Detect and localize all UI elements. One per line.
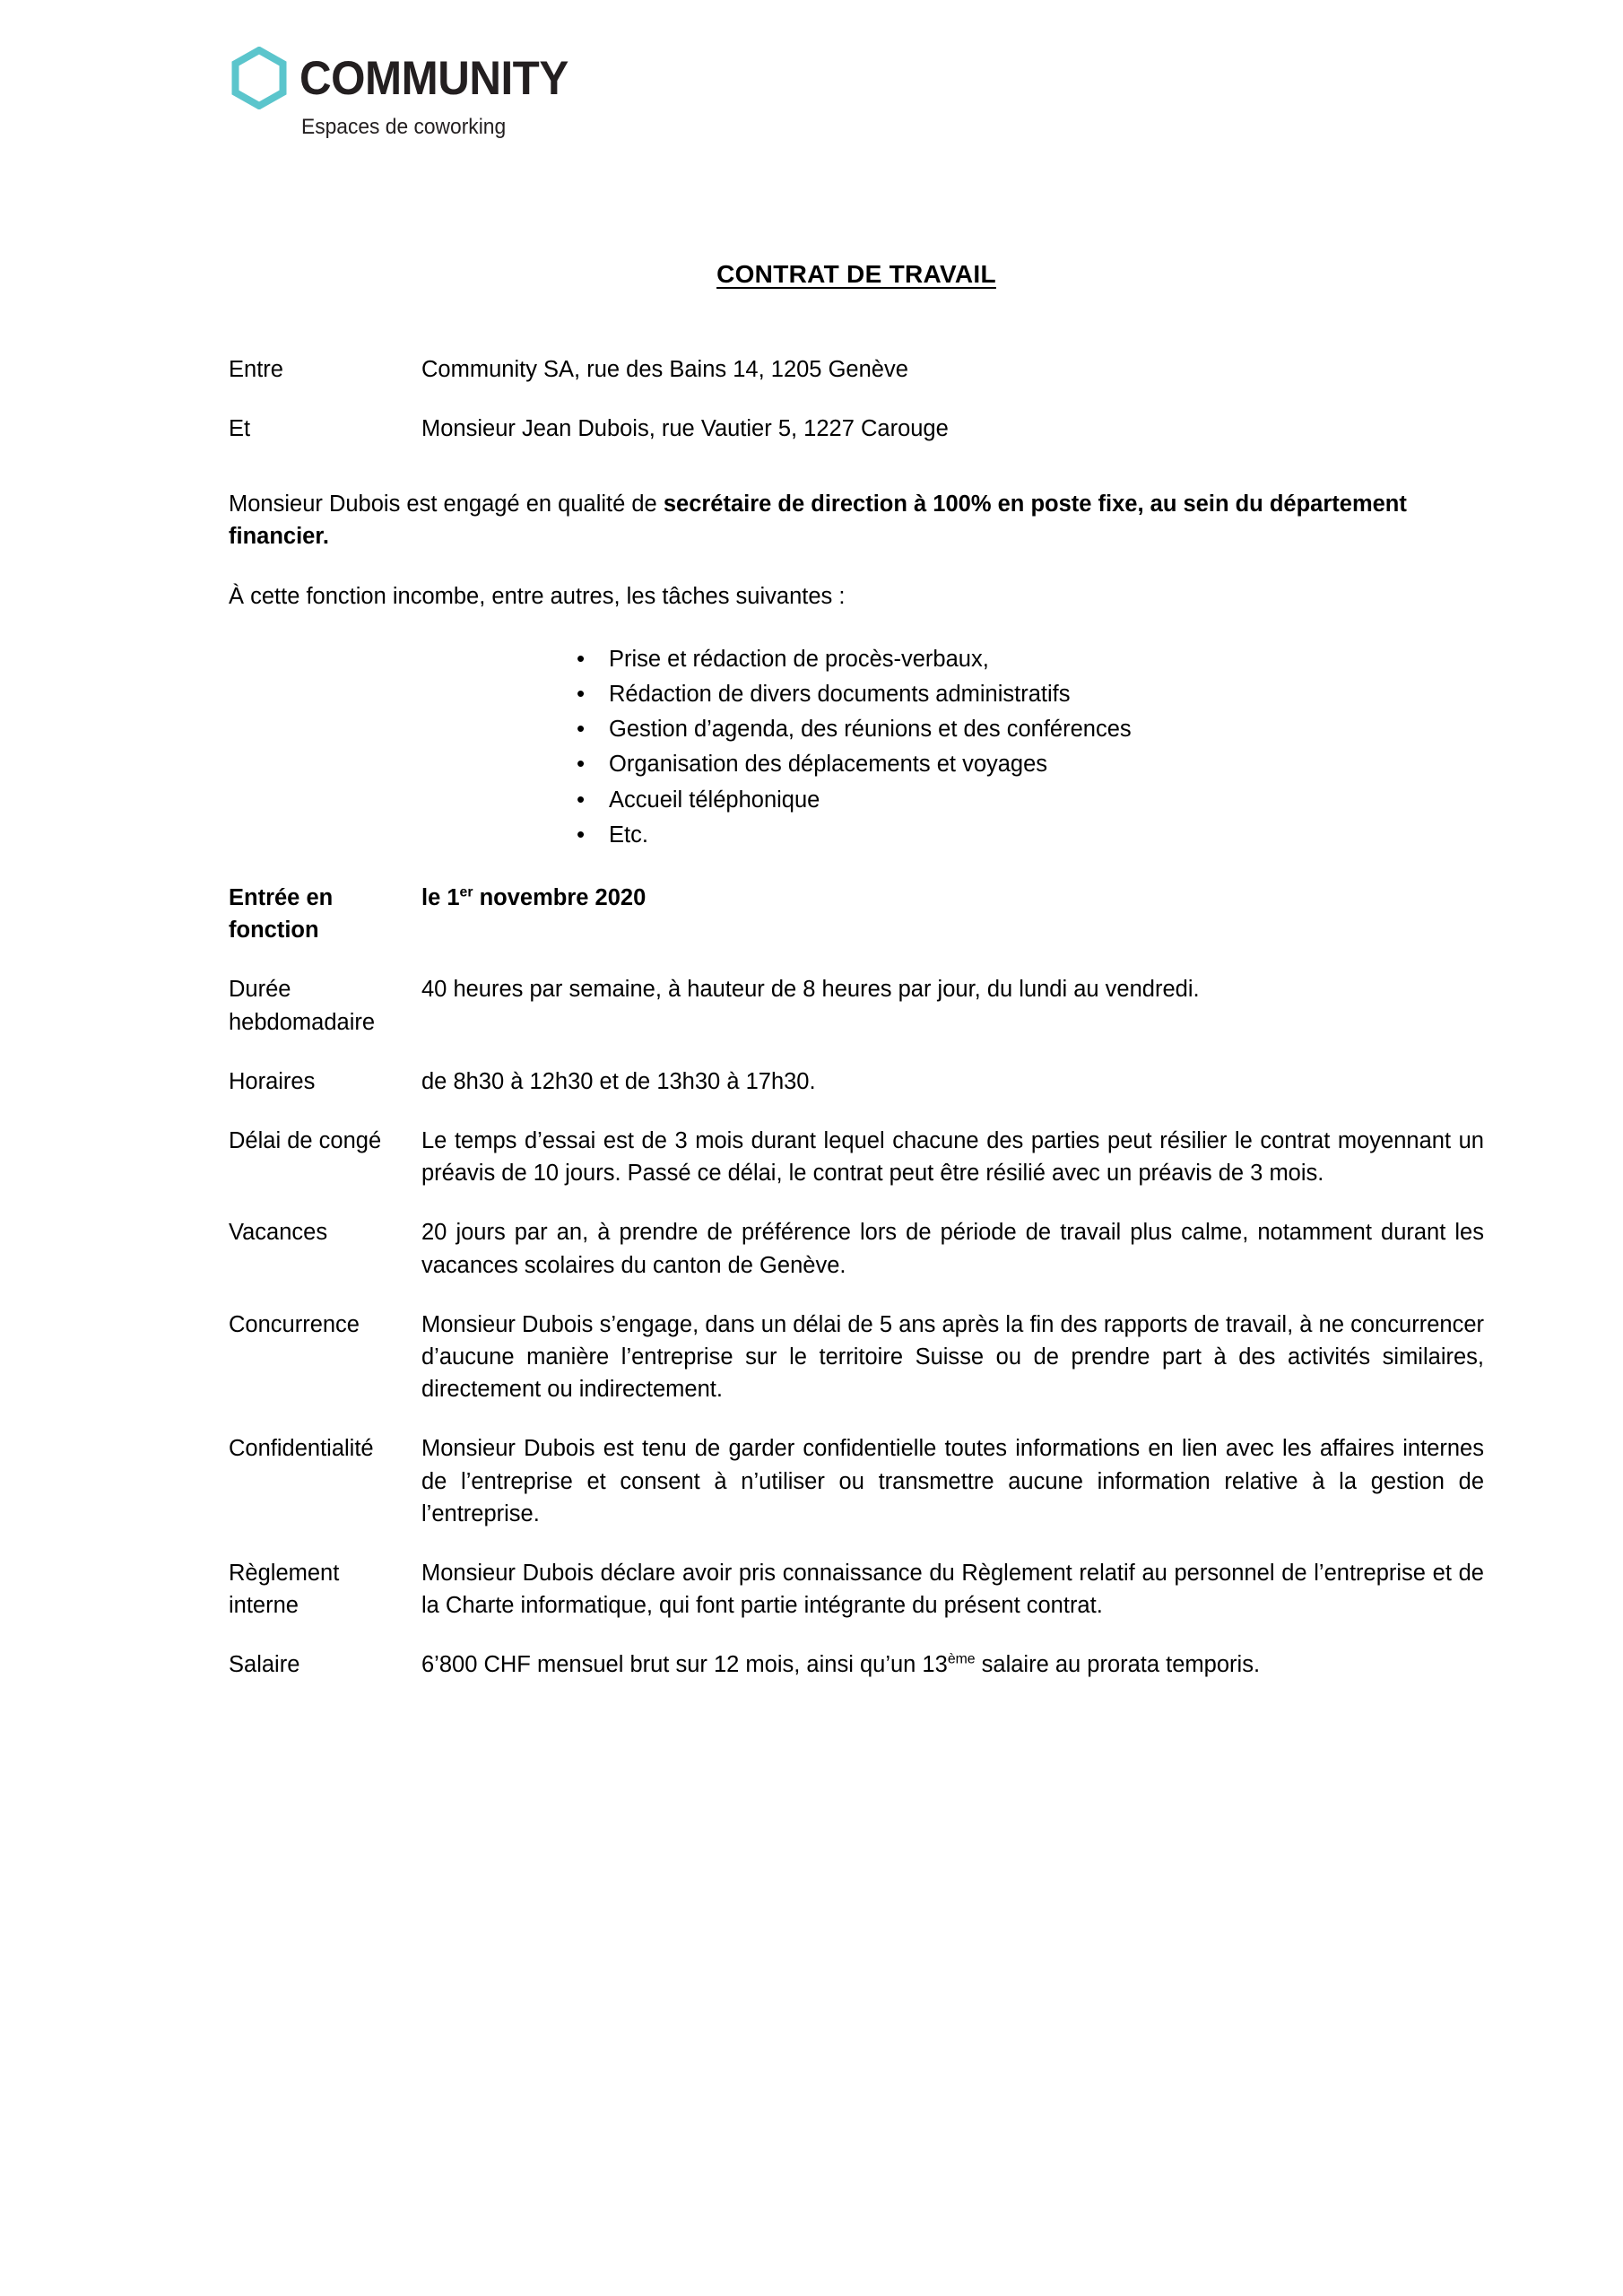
engagement-lead: Monsieur Dubois est engagé en qualité de xyxy=(229,491,664,517)
page-title: CONTRAT DE TRAVAIL xyxy=(716,260,996,288)
clause-row-duree-hebdomadaire xyxy=(229,973,1484,1038)
engagement-paragraph xyxy=(229,488,1484,552)
clause-label-vacances: Vacances xyxy=(229,1220,328,1246)
hexagon-logo-icon xyxy=(231,47,287,109)
clause-value-vacances: 20 jours par an, à prendre de préférence lors de période de travail plus calme, notamment durant les vacances scolaires du canton de Genève. xyxy=(421,1220,1484,1278)
clause-row-vacances xyxy=(229,1216,1484,1281)
list-item: • Gestion d’agenda, des réunions et des conférences xyxy=(571,713,1484,745)
entry-date-post: novembre 2020 xyxy=(473,884,647,910)
clause-value-duree-hebdomadaire: 40 heures par semaine, à hauteur de 8 heures par jour, du lundi au vendredi. xyxy=(421,977,1200,1003)
engagement-bold: secrétaire de direction à 100% en poste fixe, au sein du département financier. xyxy=(229,491,1407,550)
clause-row-reglement-interne xyxy=(229,1557,1484,1622)
clause-value-delai-de-conge: Le temps d’essai est de 3 mois durant lequel chacune des parties peut résilier le contrat moyennant un préavis de 10 jours. Passé ce délai, le contrat peut être résilié avec un préavis de 3 mois. xyxy=(421,1128,1484,1187)
party-row-entre xyxy=(229,353,1484,386)
clause-row-confidentialite xyxy=(229,1432,1484,1530)
clause-row-entree-en-fonction xyxy=(229,882,1484,946)
list-item: • Rédaction de divers documents administratifs xyxy=(571,678,1484,710)
clause-value-horaires: de 8h30 à 12h30 et de 13h30 à 17h30. xyxy=(421,1068,816,1094)
salary-ordinal: ème xyxy=(947,1651,976,1667)
spacer xyxy=(229,466,1484,488)
party-row-et xyxy=(229,413,1484,445)
spacer xyxy=(229,445,1484,466)
salary-value-post: salaire au prorata temporis. xyxy=(975,1652,1261,1678)
list-item: • Accueil téléphonique xyxy=(571,784,1484,816)
tasks-intro: À cette fonction incombe, entre autres, les tâches suivantes : xyxy=(229,583,846,609)
entry-date-ordinal: er xyxy=(459,884,473,900)
clause-label-duree-hebdomadaire: Durée hebdomadaire xyxy=(229,977,376,1035)
list-item: • Etc. xyxy=(571,819,1484,851)
clause-value-reglement-interne: Monsieur Dubois déclare avoir pris connaissance du Règlement relatif au personnel de l’entreprise et de la Charte informatique, qui font partie intégrante du présent contrat. xyxy=(421,1561,1484,1619)
list-item: • Organisation des déplacements et voyages xyxy=(571,748,1484,780)
party-label-et: Et xyxy=(229,415,251,441)
party-label-entre: Entre xyxy=(229,356,283,382)
logo-wordmark: COMMUNITY xyxy=(299,51,568,105)
clause-value-confidentialite: Monsieur Dubois est tenu de garder confidentielle toutes informations en lien avec les affaires internes de l’entreprise et consent à n’utiliser ou transmettre aucune information relative à la gestion de l’entreprise. xyxy=(421,1436,1484,1526)
clause-label-delai-de-conge: Délai de congé xyxy=(229,1128,382,1153)
clause-value-entree-en-fonction xyxy=(421,882,1484,914)
clause-row-concurrence xyxy=(229,1309,1484,1406)
entry-date-pre: le 1 xyxy=(421,884,460,910)
clause-value-salaire xyxy=(421,1648,1484,1681)
party-value-et: Monsieur Jean Dubois, rue Vautier 5, 1227 Carouge xyxy=(421,415,949,441)
list-item: • Prise et rédaction de procès-verbaux, xyxy=(571,643,1484,675)
clause-label-confidentialite: Confidentialité xyxy=(229,1436,374,1462)
clause-label-concurrence: Concurrence xyxy=(229,1311,360,1337)
salary-value-pre: 6’800 CHF mensuel brut sur 12 mois, ainsi qu’un 13 xyxy=(421,1652,948,1678)
clause-label-entree-en-fonction: Entrée en fonction xyxy=(229,884,334,944)
logo-tagline: Espaces de coworking xyxy=(301,115,507,139)
clause-label-reglement-interne: Règlement interne xyxy=(229,1561,340,1619)
clause-label-horaires: Horaires xyxy=(229,1068,316,1094)
party-value-entre: Community SA, rue des Bains 14, 1205 Genève xyxy=(421,356,908,382)
company-logo xyxy=(231,47,588,138)
clause-row-salaire xyxy=(229,1648,1484,1681)
clause-row-horaires xyxy=(229,1065,1484,1098)
tasks-list xyxy=(229,643,1484,851)
clause-value-concurrence: Monsieur Dubois s’engage, dans un délai de 5 ans après la fin des rapports de travail, à ne concurrencer d’aucune manière l’entreprise sur le territoire Suisse ou de prendre part à des activités similaires, directement ou indirectement. xyxy=(421,1311,1484,1403)
contract-body xyxy=(229,257,1484,1709)
clause-row-delai-de-conge xyxy=(229,1125,1484,1189)
clause-label-salaire: Salaire xyxy=(229,1652,300,1678)
logo-row xyxy=(231,47,588,109)
